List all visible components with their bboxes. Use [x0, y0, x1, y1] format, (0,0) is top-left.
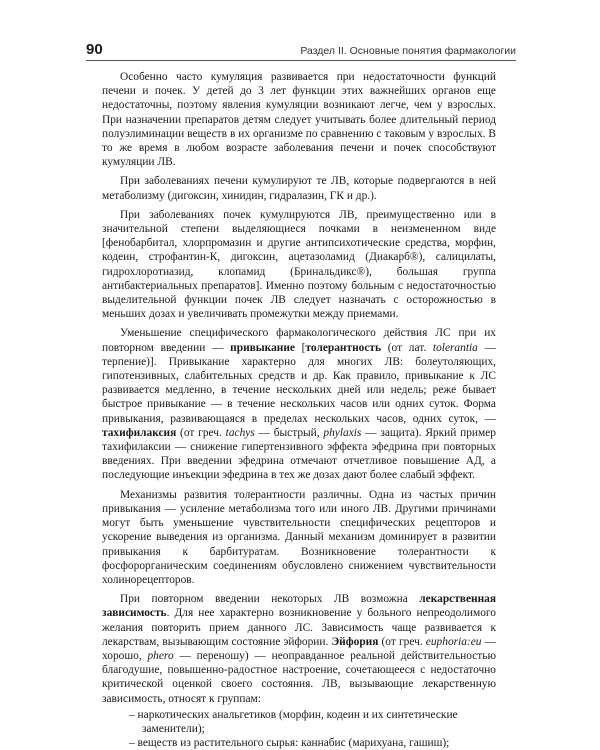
paragraph-cumulation: Особенно часто кумуляция развивается при недостаточности функций печени и почек. У детей до 3 лет функции этих важнейших органов еще недостаточны, поэтому явления кумуляции возникают легче, чем у взрослых. При назначении препаратов детям следует учитывать более длительный период полуэлиминации веществ в их организме по сравнению с таковым у взрослых. В то же время в любом возрасте заболевания печени и почек способствуют кумуляции ЛВ. [102, 71, 496, 169]
text-run: . Для нее характерно возникновение у больного непреодолимого желания повторить прием данного ЛС. Зависимость чаще развивается к лекарствам, вызывающим состояние эйфории. [102, 607, 496, 648]
greek-term: phero [147, 649, 174, 662]
term-tolerance: толерантность [305, 341, 382, 354]
term-tachyphylaxis: тахифилаксия [102, 426, 177, 439]
text-run: — защита). Яркий пример тахифилаксии — снижение гипертензивного эффекта эфедрина при повторных введениях. При введении эфедрина отмечают отчетливое повышение АД, а последующие инъекции эфедрина в тех же дозах дают более слабый эффект. [102, 426, 496, 482]
text-run: [ [294, 341, 306, 354]
text-run: — быстрый, [254, 426, 324, 439]
latin-term: tolerantia [432, 341, 478, 354]
paragraph-dependence [102, 592, 496, 706]
paragraph-kidneys: При заболеваниях почек кумулируются ЛВ, преимущественно или в значительной степени выделяющиеся почками в неизмененном виде [фенобарбитал, хлорпромазин и другие антипсихотические средства, морфин, кодеин, строфантин-К, дигоксин, ацетазоламид (Диакарб®), салицилаты, гидрохлоротиазид, клопамид (Бринальдикс®), большая группа антибактериальных препаратов]. Именно поэтому больным с недостаточностью выделительной функции почек ЛВ следует назначать с осторожностью в меньших дозах и увеличивать промежутки между приемами. [102, 208, 496, 321]
text-run: — хорошо, [102, 635, 496, 662]
term-drug-dependence: лекарственная зависимость [102, 593, 496, 620]
text-run: — терпение)]. Привыкание характерно для многих ЛВ: болеутоляющих, гипотензивных, слабительных средств и др. Как правило, привыкание к ЛС развивается медленно, в течение нескольких дней или недель; реже бывает быстрое привыкание — в течение нескольких часов или одних суток. Форма привыкания, развивающаяся в пределах нескольких часов, одних суток, — [102, 341, 496, 425]
text-run: (от лат. [381, 341, 433, 354]
body-text [102, 70, 496, 750]
text-run: — переношу) — неоправданное реальной действительностью благодушие, повышенно-радостное настроение, сочетающееся с недостаточно критической оценкой своего состояния. ЛВ, вызывающие лекарственную зависимость, относят к группам: [102, 649, 496, 705]
greek-term: euphoria:eu [425, 635, 482, 648]
paragraph-liver: При заболеваниях печени кумулируют те ЛВ, которые подвергаются в ней метаболизму (дигоксин, хинидин, гидралазин, ГК и др.). [102, 175, 496, 202]
paragraph-tolerance [102, 326, 496, 482]
greek-term: tachys [225, 426, 255, 439]
term-habituation: привыкание [230, 341, 295, 354]
text-run: (от греч. [378, 635, 426, 648]
running-head: Раздел II. Основные понятия фармакологии [300, 45, 516, 57]
text-run: При повторном введении некоторых ЛВ возможна [120, 593, 420, 606]
page-header [86, 42, 516, 61]
term-euphoria: Эйфория [331, 635, 379, 648]
text-run: Уменьшение специфического фармакологического действия ЛС при их повторном введении — [102, 327, 496, 354]
greek-term: phylaxis [323, 426, 362, 439]
drug-group-list [102, 708, 496, 750]
list-item: – веществ из растительного сырья: каннабис (марихуана, гашиш); [129, 737, 450, 750]
list-item: – наркотических анальгетиков (морфин, кодеин и их синтетические заменители); [129, 708, 458, 735]
text-run: (от греч. [176, 426, 226, 439]
paragraph-mechanisms: Механизмы развития толерантности различны. Одна из частых причин привыкания — усиление метаболизма того или иного ЛВ. Другими причинами могут быть уменьшение чувствительности специфических рецепторов и ускорение выведения из организма. Данный механизм доминирует в развитии привыкания к барбитуратам. Возникновение толерантности к фосфорорганическим соединениям обусловлено снижением чувствительности холинорецепторов. [102, 488, 496, 586]
page-number: 90 [86, 41, 103, 58]
